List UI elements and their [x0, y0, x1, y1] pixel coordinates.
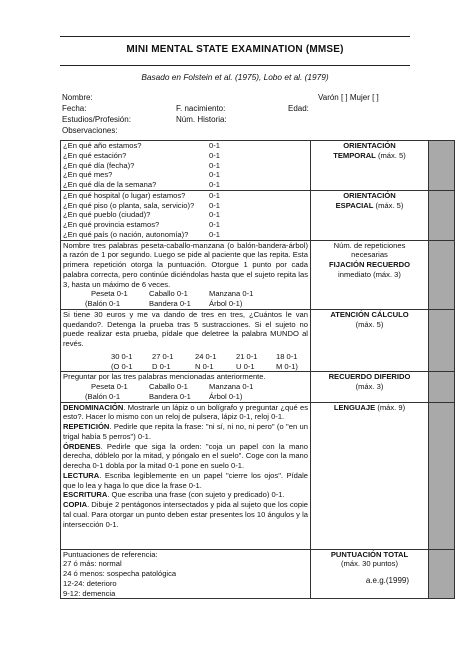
question-row: ¿En qué piso (o planta, sala, servicio)? 0-1: [63, 200, 220, 210]
atencion-score-box[interactable]: [429, 309, 455, 372]
escritura-item: ESCRITURA. Que escriba una frase (con sujeto y predicado) 0-1.: [63, 490, 285, 500]
temporal-questions: [61, 141, 311, 191]
historia-label: Núm. Historia:: [176, 115, 227, 124]
temporal-section: [61, 141, 455, 191]
reference-line: 12-24: deterioro: [63, 578, 117, 588]
ordenes-item: ÓRDENES. Pedirle que siga la orden: "coja un papel con la mano derecha, dóblelo por la mitad, y póngalo en el suelo". Coge con la mano derecha 0-1 dobla por la mitad 0-1 pone en suelo 0-1.: [63, 441, 308, 470]
recuerdo-instructions: Preguntar por las tres palabras mencionadas anteriormente.: [63, 372, 266, 382]
nacimiento-label: F. nacimiento:: [176, 104, 226, 113]
puntuacion-label: PUNTUACIÓN TOTAL (máx. 30 puntos): [311, 549, 429, 599]
fijacion-instructions: Nombre tres palabras peseta-caballo-manzana (o balón-bandera-árbol) a razón de 1 por segundo. Luego se pide al paciente que las repita. Esta primera repetición otorga la puntuación. Otorgue 1 punto por cada palabra correcta, pero continúe diciéndolas hasta que el sujeto repita las 3, hasta un máximo de 6 veces.: [63, 240, 308, 289]
atencion-content: [61, 309, 311, 372]
recuerdo-label: RECUERDO DIFERIDO (máx. 3): [311, 372, 429, 402]
footer-credit: a.e.g.(1999): [365, 576, 409, 585]
fijacion-score-box[interactable]: [429, 240, 455, 309]
recuerdo-section: [61, 372, 455, 402]
denominacion-item: DENOMINACIÓN. Mostrarle un lápiz o un bolígrafo y preguntar ¿qué es esto?. Hacer lo mismo con un reloj de pulsera, lápiz 0-1, reloj 0-1.: [63, 402, 308, 422]
espacial-label: ORIENTACIÓN ESPACIAL (máx. 5): [311, 190, 429, 240]
espacial-score-box[interactable]: [429, 190, 455, 240]
fecha-label: Fecha:: [62, 104, 87, 113]
atencion-section: [61, 309, 455, 372]
puntuacion-content: [61, 549, 311, 599]
score-row: (Balón 0-1 Bandera 0-1 Árbol 0-1): [85, 391, 243, 401]
question-row: ¿En qué día (fecha)? 0-1: [63, 160, 220, 170]
reference-line: 9-12: demencia: [63, 588, 116, 598]
lenguaje-section: [61, 402, 455, 549]
question-row: ¿En qué mes? 0-1: [63, 170, 220, 180]
espacial-section: [61, 190, 455, 240]
repeticion-item: REPETICIÓN. Pedirle que repita la frase: "ni sí, ni no, ni pero" (o "en un trigal había 5 perros") 0-1.: [63, 422, 308, 441]
lenguaje-score-box[interactable]: [429, 402, 455, 549]
estudios-label: Estudios/Profesión:: [62, 115, 131, 124]
page-title: MINI MENTAL STATE EXAMINATION (MMSE): [126, 44, 344, 55]
fijacion-section: [61, 240, 455, 309]
page-subtitle: Basado en Folstein et al. (1975), Lobo et al. (1979): [141, 72, 329, 82]
question-row: ¿En qué día de la semana? 0-1: [63, 180, 220, 189]
fijacion-label: Núm. de repeticiones necesarias FIJACIÓN RECUERDO inmediato (máx. 3): [311, 240, 429, 309]
top-rule: [60, 36, 410, 37]
lectura-item: LECTURA. Escriba legiblemente en un papel "cierre los ojos". Pídale que lo lea y haga lo que dice la frase 0-1.: [63, 470, 308, 490]
question-row: ¿En qué provincia estamos? 0-1: [63, 220, 220, 229]
puntuacion-score-box[interactable]: [429, 549, 455, 599]
question-row: ¿En qué estación? 0-1: [63, 150, 220, 160]
reference-line: 24 ó menos: sospecha patológica: [63, 569, 177, 578]
temporal-label: ORIENTACIÓN TEMPORAL (máx. 5): [311, 141, 429, 191]
recuerdo-score-box[interactable]: [429, 372, 455, 402]
lenguaje-label: LENGUAJE (máx. 9): [311, 402, 429, 549]
score-row: (Balón 0-1 Bandera 0-1 Árbol 0-1): [85, 299, 243, 308]
question-row: ¿En qué pueblo (ciudad)? 0-1: [63, 210, 220, 220]
reference-line: Puntuaciones de referencia:: [63, 549, 158, 559]
atencion-label: ATENCIÓN CÁLCULO (máx. 5): [311, 309, 429, 372]
score-row: Peseta 0-1 Caballo 0-1 Manzana 0-1: [91, 289, 254, 299]
sexo-label: Varón [ ] Mujer [ ]: [318, 93, 379, 102]
question-row: ¿En qué año estamos? 0-1: [63, 141, 220, 150]
question-row: ¿En qué hospital (o lugar) estamos? 0-1: [63, 190, 220, 200]
espacial-questions: [61, 190, 311, 240]
mmse-table: [60, 140, 455, 599]
observaciones-label: Observaciones:: [62, 126, 118, 135]
copia-item: COPIA. Dibuje 2 pentágonos intersectados y pida al sujeto que los copie tal cual. Para otorgar un punto deben estar presentes los 10 ángulos y la intersección 0-1.: [63, 500, 308, 529]
reference-line: 27 ó más: normal: [63, 559, 122, 569]
edad-label: Edad:: [288, 104, 309, 113]
atencion-instructions: Si tiene 30 euros y me va dando de tres en tres, ¿Cuántos le van quedando?. Detenga la prueba tras 5 sustracciones. Si el sujeto no puede realizar esta prueba, pídale que deletree la palabra MUNDO al revés.: [63, 309, 308, 348]
recuerdo-content: [61, 372, 311, 402]
puntuacion-section: [61, 549, 455, 599]
lenguaje-content: [61, 402, 311, 549]
title-rule: [60, 65, 410, 66]
score-row: 30 0-1 27 0-1 24 0-1 21 0-1 18 0-1: [111, 351, 298, 361]
nombre-label: Nombre:: [62, 93, 93, 102]
temporal-score-box[interactable]: [429, 141, 455, 191]
score-row: (O 0-1 D 0-1 N 0-1 U 0-1 M 0-1): [111, 361, 298, 371]
question-row: ¿En qué país (o nación, autonomía)? 0-1: [63, 229, 220, 239]
fijacion-content: [61, 240, 311, 309]
score-row: Peseta 0-1 Caballo 0-1 Manzana 0-1: [91, 382, 254, 391]
